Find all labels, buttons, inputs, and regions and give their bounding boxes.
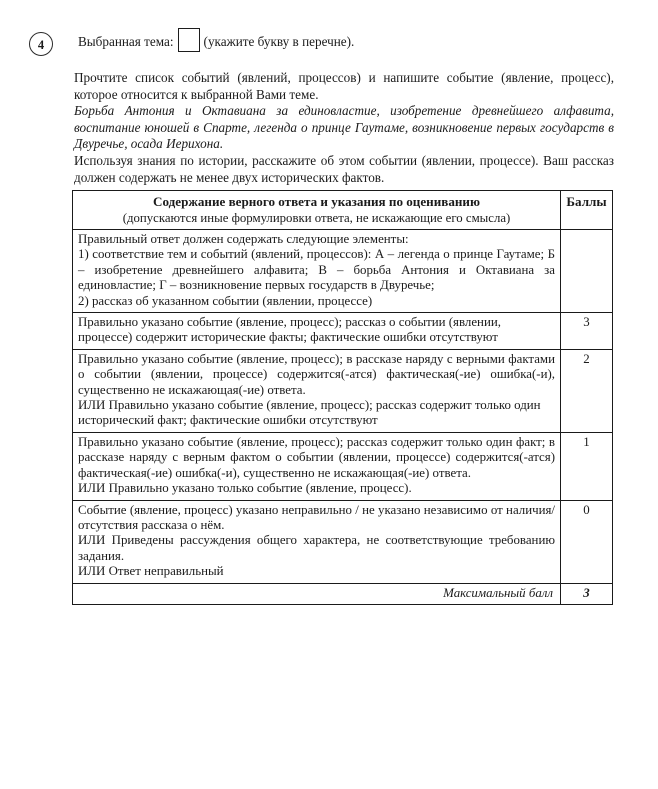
rubric-criteria-cell	[73, 313, 561, 350]
column-header-content-subtitle: (допускаются иные формулировки ответа, не искажающие его смысла)	[122, 211, 511, 225]
rubric-criteria-cell	[73, 230, 561, 313]
topic-letter-answer-box[interactable]	[178, 28, 200, 52]
rubric-table-body	[73, 230, 613, 584]
selected-topic-prompt	[78, 28, 612, 52]
rubric-criteria-line: Правильно указано событие (явление, процесс); рассказ содержит только один факт; в рассказе наряду с верным фактом о событии (явлении, процессе) содержится(-атся) фактическая(-ие) ошибка(-и), существенно не искажающая(-ие) ответа.	[78, 434, 555, 480]
table-row	[73, 500, 613, 583]
table-header-row	[73, 191, 613, 230]
rubric-table-head	[73, 191, 613, 230]
rubric-criteria-line: Правильно указано событие (явление, процесс); в рассказе наряду с верными фактами о событии (явлении, процессе) содержится(-атся) фактическая(-ие) ошибка(-и), существенно не искажающая(-ие) ответа.	[78, 351, 555, 397]
rubric-criteria-cell	[73, 349, 561, 432]
max-score-label: Максимальный балл	[73, 583, 561, 604]
column-header-content	[73, 191, 561, 230]
rubric-criteria-line: ИЛИ Приведены рассуждения общего характера, не соответствующие требованию задания.	[78, 533, 555, 563]
grading-rubric-table	[72, 190, 613, 605]
rubric-criteria-line: Правильный ответ должен содержать следующие элементы:	[78, 232, 409, 246]
table-row	[73, 432, 613, 500]
rubric-criteria-cell	[73, 500, 561, 583]
instruction-paragraph-1: Прочтите список событий (явлений, процессов) и напишите событие (явление, процесс), которое относится к выбранной Вами теме.	[74, 70, 614, 102]
rubric-score-cell: 3	[561, 313, 613, 350]
column-header-score: Баллы	[561, 191, 613, 230]
rubric-criteria-cell	[73, 432, 561, 500]
rubric-criteria-line: ИЛИ Правильно указано событие (явление, процесс); рассказ содержит только один исторический факт; фактические ошибки отсутствуют	[78, 398, 541, 428]
selected-topic-hint: (укажите букву в перечне).	[203, 34, 355, 49]
task-instructions	[74, 70, 614, 186]
selected-topic-label: Выбранная тема:	[78, 34, 174, 49]
table-row-total	[73, 583, 613, 604]
rubric-score-cell: 1	[561, 432, 613, 500]
rubric-criteria-line: Событие (явление, процесс) указано неправильно / не указано независимо от наличия/отсутствия рассказа о нём.	[78, 502, 555, 532]
instruction-paragraph-2: Используя знания по истории, расскажите об этом событии (явлении, процессе). Ваш рассказ должен содержать не менее двух исторических фактов.	[74, 152, 614, 185]
rubric-score-cell: 2	[561, 349, 613, 432]
rubric-score-cell: 0	[561, 500, 613, 583]
rubric-criteria-line: ИЛИ Правильно указано только событие (явление, процесс).	[78, 481, 412, 496]
rubric-criteria-line: Правильно указано событие (явление, процесс); рассказ о событии (явлении, процессе) содержит исторические факты; фактические ошибки отсутствуют	[78, 315, 501, 345]
table-row	[73, 313, 613, 350]
task-header-block	[0, 28, 658, 52]
rubric-table-foot	[73, 583, 613, 604]
table-row	[73, 349, 613, 432]
rubric-criteria-line: ИЛИ Ответ неправильный	[78, 564, 224, 579]
rubric-criteria-line: 1) соответствие тем и событий (явлений, процессов): А – легенда о принце Гаутаме; Б – изобретение древнейшего алфавита; В – борьба Антония и Октавиана за единовластие; Г – возникновение первых государств в Двуречье;	[78, 247, 555, 293]
task-number-badge: 4	[29, 32, 53, 56]
max-score-value: 3	[561, 583, 613, 604]
column-header-content-title: Содержание верного ответа и указания по оцениванию	[153, 194, 480, 209]
rubric-score-cell	[561, 230, 613, 313]
events-list-paragraph: Борьба Антония и Октавиана за единовластие, изобретение древнейшего алфавита, воспитание юношей в Спарте, легенда о принце Гаутаме, возникновение первых государств в Двуречье, осада Иерихона.	[74, 103, 614, 152]
rubric-criteria-line: 2) рассказ об указанном событии (явлении, процессе)	[78, 293, 373, 308]
table-row	[73, 230, 613, 313]
